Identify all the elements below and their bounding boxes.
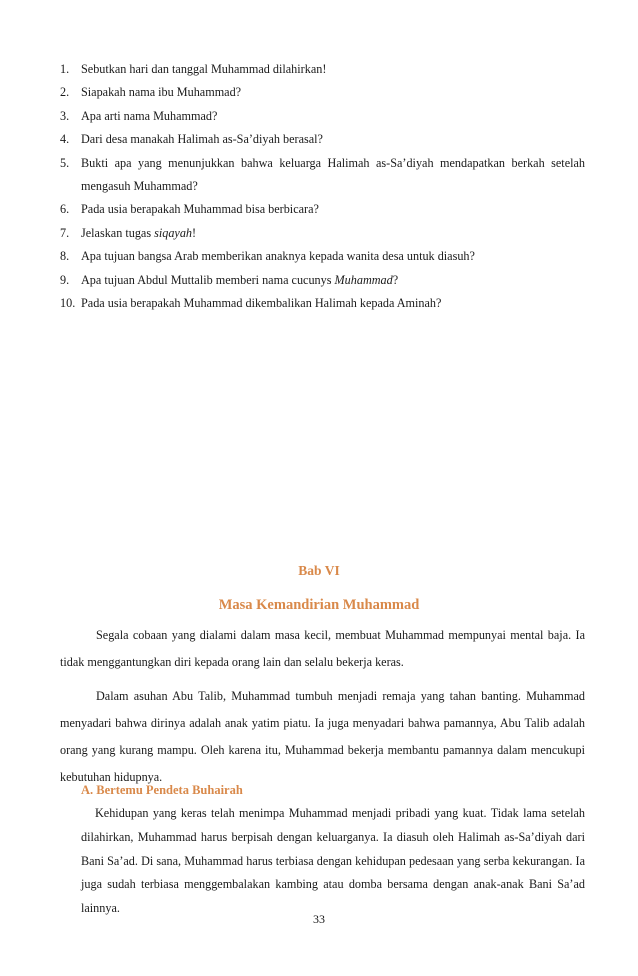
question-text: Sebutkan hari dan tanggal Muhammad dilahirkan! (81, 62, 327, 76)
question-number: 1. (60, 62, 70, 76)
question-item (60, 152, 585, 199)
question-text: Siapakah nama ibu Muhammad? (81, 85, 242, 100)
section-paragraph: Kehidupan yang keras telah menimpa Muhammad menjadi pribadi yang kuat. Tidak lama setelah dilahirkan, Muhammad harus berpisah dengan keluarganya. Ia diasuh oleh Halimah as-Sa’diyah dari Bani Sa’ad. Di sana, Muhammad harus terbiasa dengan kehidupan pedesaan yang serba kekurangan. Ia juga sudah terbiasa menggembalakan kambing atau domba bersama dengan anak-anak Bani Sa’ad lainnya. (81, 806, 585, 916)
question-number: 9. (60, 272, 70, 287)
question-item (60, 105, 585, 128)
question-item (60, 292, 585, 315)
question-number: 3. (60, 108, 70, 123)
question-text: Apa tujuan Abdul Muttalib memberi nama cucunys Muhammad? (81, 272, 399, 287)
question-number: 10. (60, 296, 76, 311)
chapter-number: Bab VI (298, 563, 340, 578)
question-text: Dari desa manakah Halimah as-Sa’diyah berasal? (81, 132, 323, 147)
exercise-question-list (60, 58, 585, 315)
italic-term: Muhammad (334, 272, 393, 287)
question-item (60, 81, 585, 104)
question-item (60, 245, 585, 268)
page-number: 33 (313, 912, 325, 926)
question-text: Apa arti nama Muhammad? (81, 108, 218, 123)
intro-paragraph: Segala cobaan yang dialami dalam masa kecil, membuat Muhammad mempunyai mental baja. Ia tidak menggantungkan diri kepada orang lain dan selalu bekerja keras. (60, 628, 585, 669)
question-item (60, 222, 585, 245)
question-number: 4. (60, 132, 70, 147)
question-text: Bukti apa yang menunjukkan bahwa keluarga Halimah as-Sa’diyah mendapatkan berkah setelah mengasuh Muhammad? (81, 155, 585, 194)
question-number: 6. (60, 202, 70, 217)
question-number: 2. (60, 85, 70, 100)
question-text: Pada usia berapakah Muhammad bisa berbicara? (81, 202, 319, 217)
question-text: Apa tujuan bangsa Arab memberikan anaknya kepada wanita desa untuk diasuh? (81, 249, 475, 264)
question-number: 5. (60, 155, 70, 170)
question-item (60, 128, 585, 151)
question-text: Pada usia berapakah Muhammad dikembalikan Halimah kepada Aminah? (81, 296, 442, 311)
question-item (60, 269, 585, 292)
intro-paragraph: Dalam asuhan Abu Talib, Muhammad tumbuh menjadi remaja yang tahan banting. Muhammad menyadari bahwa dirinya adalah anak yatim piatu. Ia juga menyadari bahwa pamannya, Abu Talib adalah orang yang kurang mampu. Oleh karena itu, Muhammad bekerja membantu pamannya dalam mencukupi kebutuhan hidupnya. (60, 689, 585, 784)
question-text: Jelaskan tugas siqayah! (81, 225, 197, 240)
question-number: 8. (60, 249, 70, 264)
question-number: 7. (60, 225, 70, 240)
section-heading: A. Bertemu Pendeta Buhairah (81, 783, 243, 797)
question-item (60, 58, 585, 81)
chapter-title: Masa Kemandirian Muhammad (218, 597, 420, 613)
question-item (60, 198, 585, 221)
italic-term: siqayah (154, 225, 193, 240)
